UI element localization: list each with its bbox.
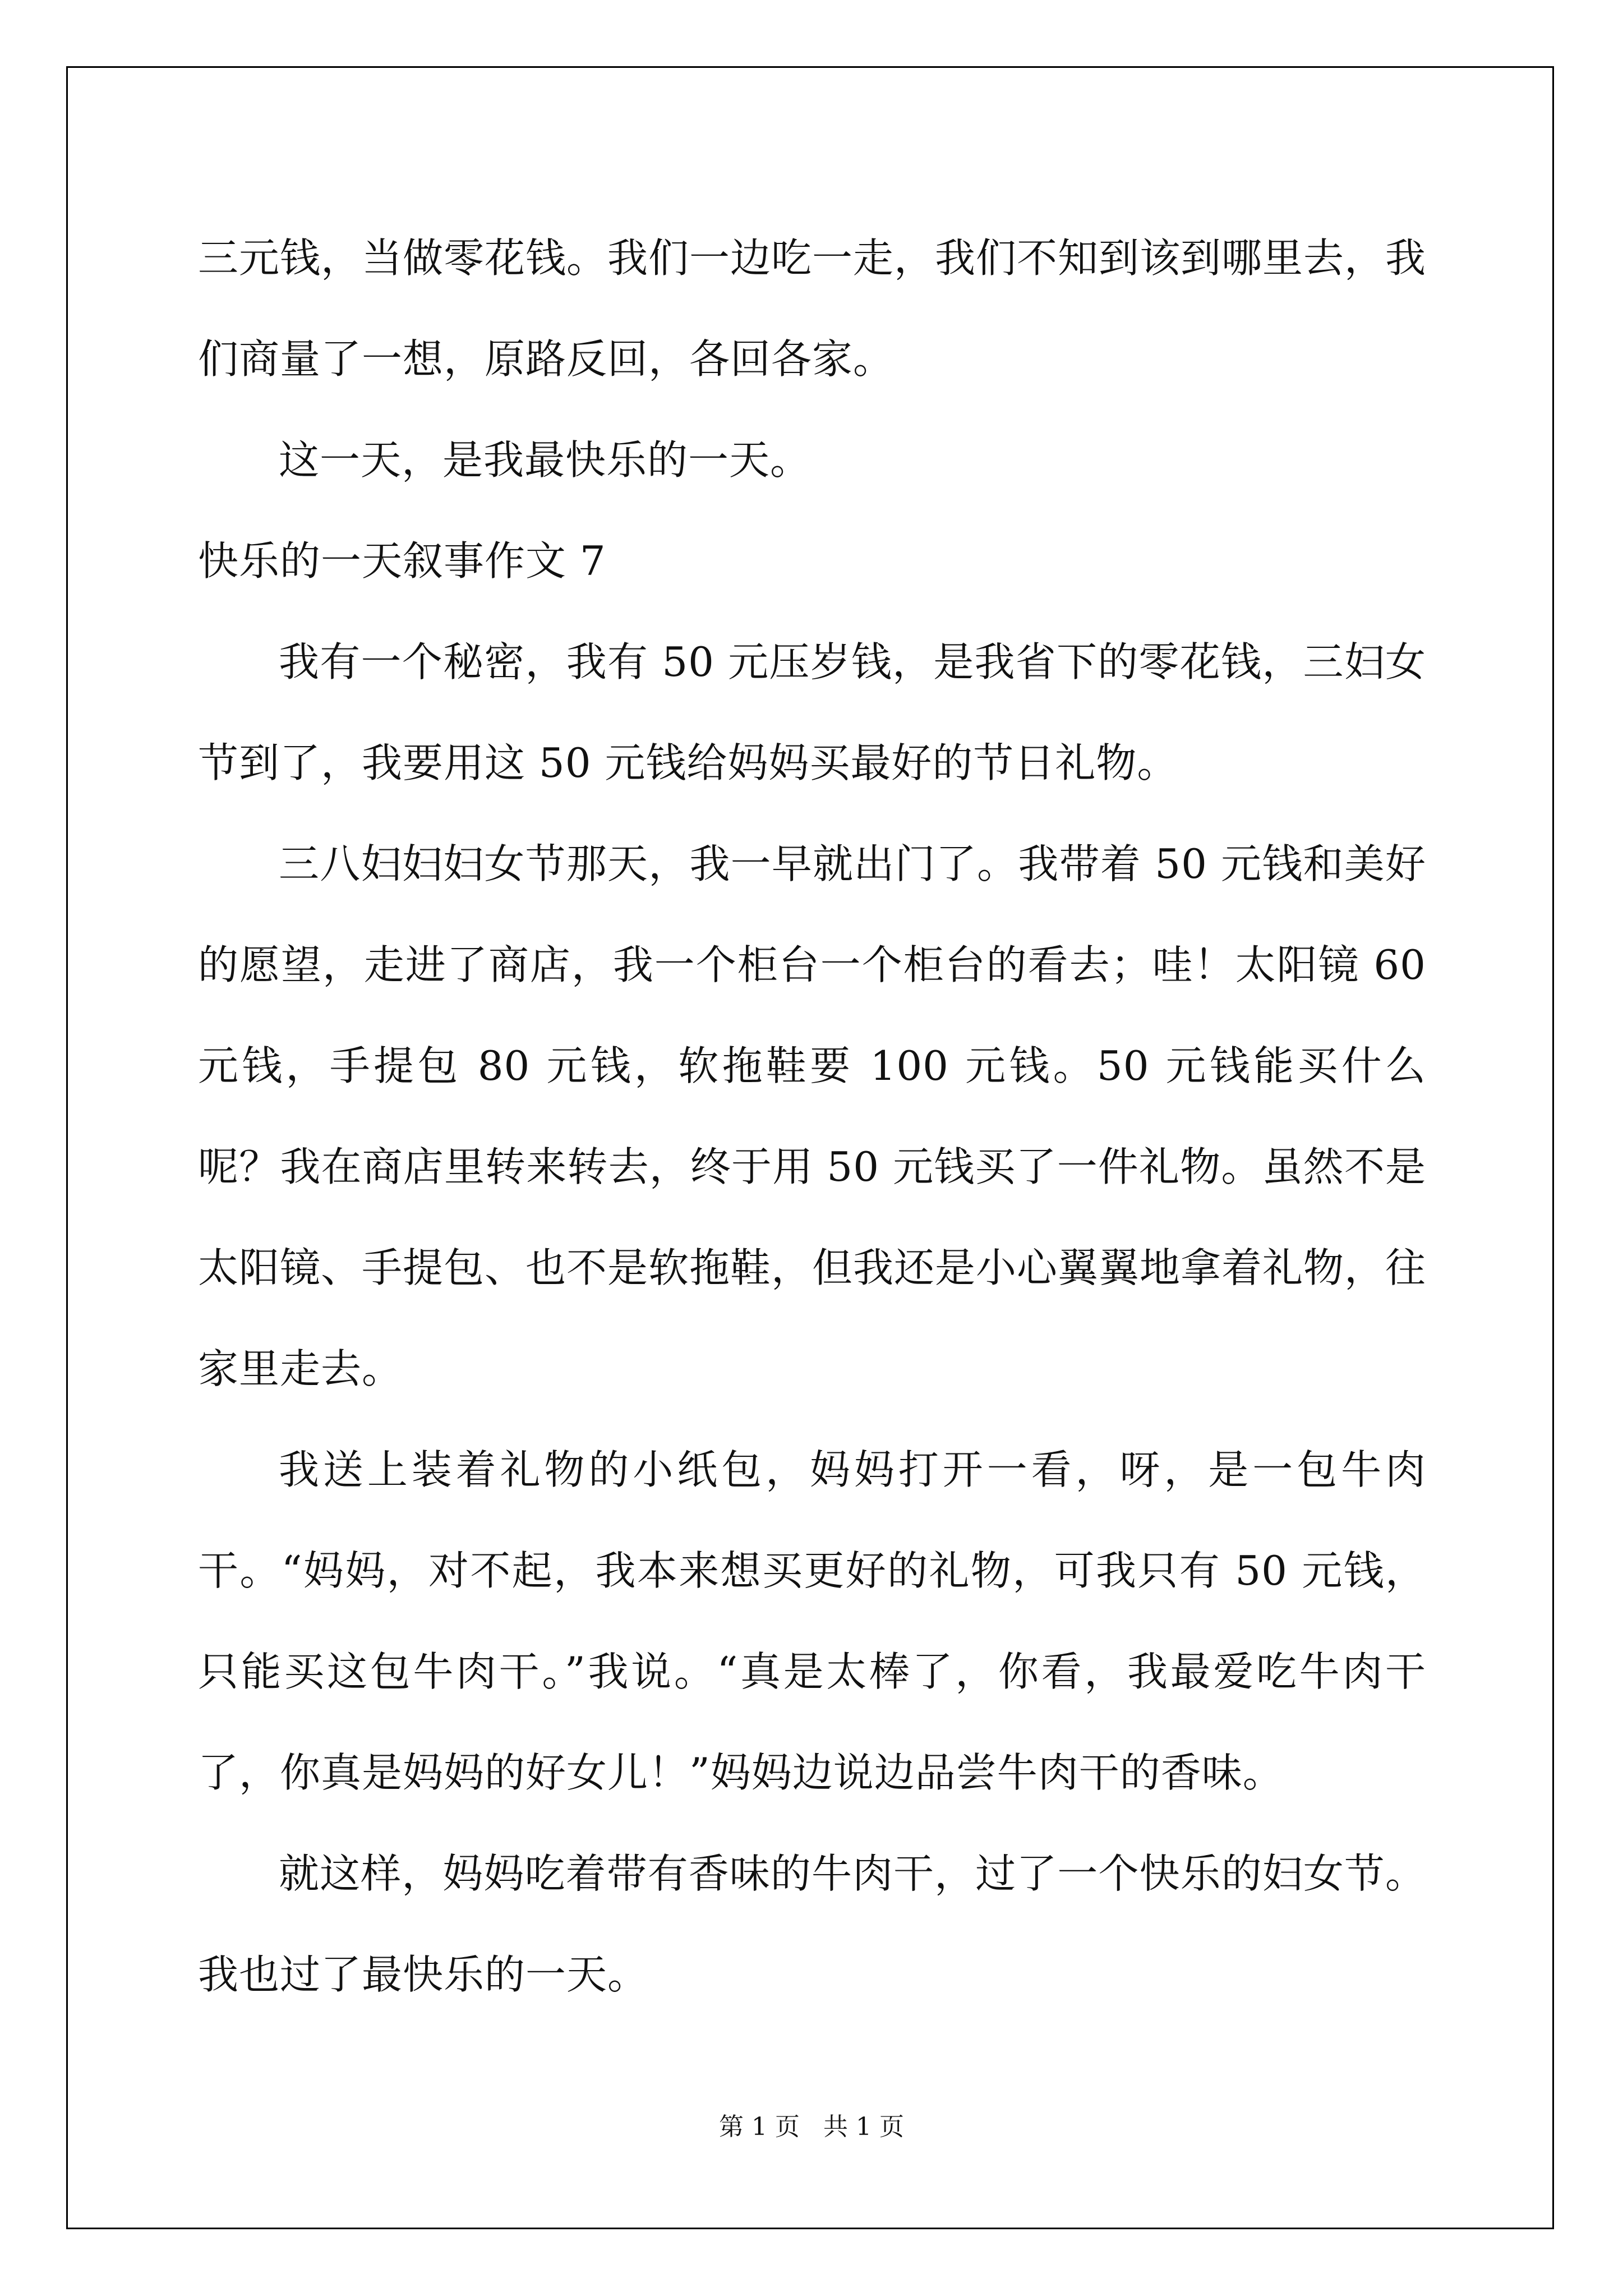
paragraph-4: 三八妇妇妇女节那天，我一早就出门了。我带着 50 元钱和美好的愿望，走进了商店，我一个柜台一个柜台的看去；哇！太阳镜 60 元钱，手提包 80 元钱，软拖鞋要 100 元钱。50 元钱能买什么呢？我在商店里转来转去，终于用 50 元钱买了一件礼物。虽然不是太阳镜、手提包、也不是软拖鞋，但我还是小心翼翼地拿着礼物，往家里走去。 xyxy=(198,840,1427,1392)
paragraph-6: 就这样，妈妈吃着带有香味的牛肉干，过了一个快乐的妇女节。我也过了最快乐的一天。 xyxy=(198,1850,1426,1998)
page-number-footer: 第 1 页 共 1 页 xyxy=(719,2113,904,2141)
paragraph-1: 三元钱，当做零花钱。我们一边吃一走，我们不知到该到哪里去，我们商量了一想，原路反回，各回各家。 xyxy=(198,234,1427,383)
paragraph-2: 这一天，是我最快乐的一天。 xyxy=(279,436,811,484)
document-body xyxy=(198,208,1426,2025)
paragraph-5: 我送上装着礼物的小纸包，妈妈打开一看，呀，是一包牛肉干。“妈妈，对不起，我本来想买更好的礼物，可我只有 50 元钱，只能买这包牛肉干。”我说。“真是太棒了，你看，我最爱吃牛肉干了，你真是妈妈的好女儿！”妈妈边说边品尝牛肉干的香味。 xyxy=(198,1446,1426,1796)
section-heading: 快乐的一天叙事作文 7 xyxy=(198,537,606,585)
paragraph-3: 我有一个秘密，我有 50 元压岁钱，是我省下的零花钱，三妇女节到了，我要用这 50 元钱给妈妈买最好的节日礼物。 xyxy=(198,638,1426,786)
